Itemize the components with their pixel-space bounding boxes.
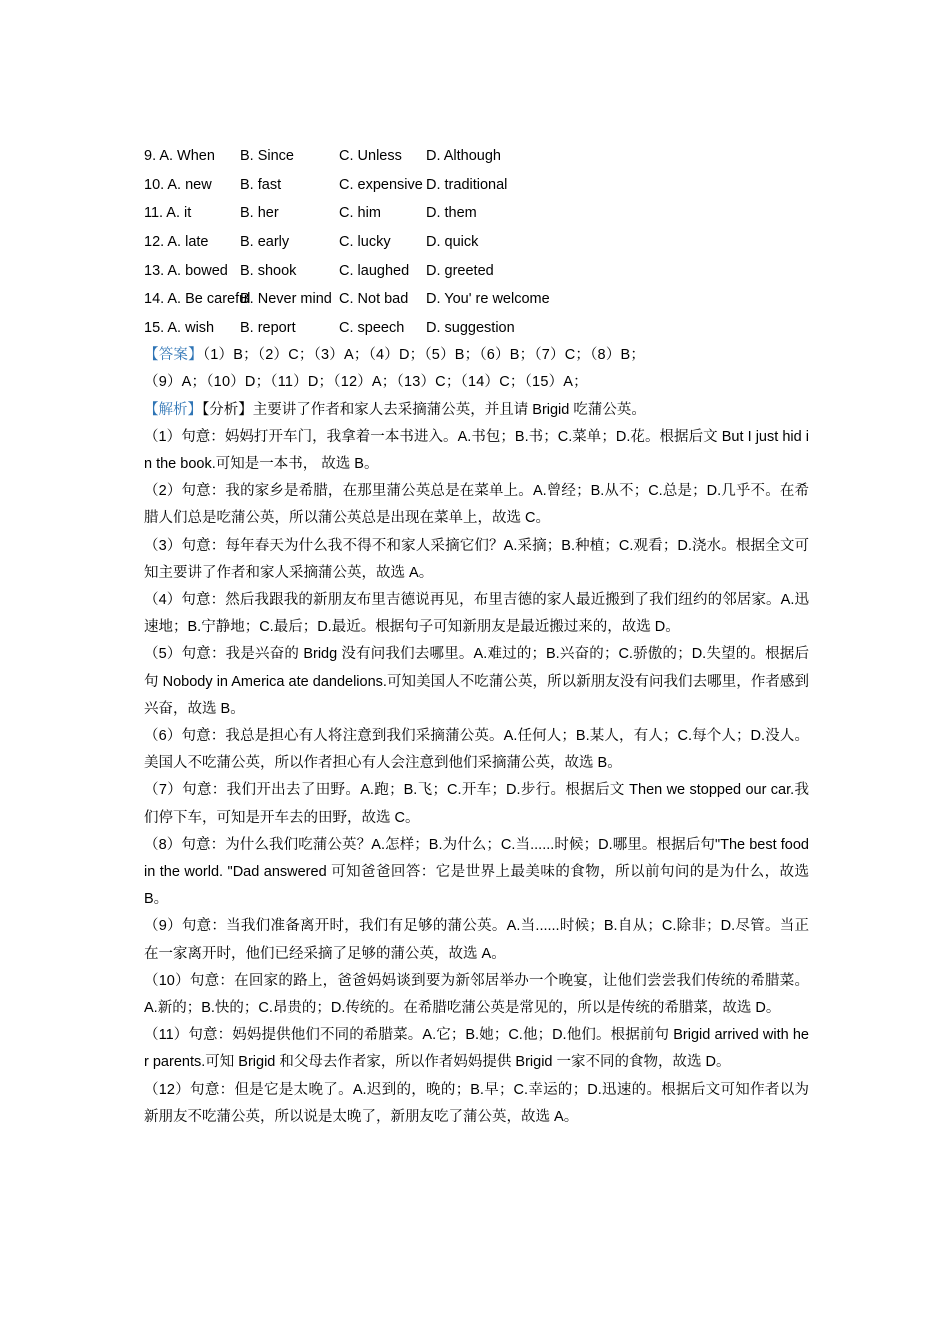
option-row bbox=[144, 256, 809, 285]
analysis-item: （7）句意：我们开出去了田野。A.跑；B.飞；C.开车；D.步行。根据后文 Then we stopped our car.我们停下车，可知是开车去的田野，故选 C。 bbox=[144, 782, 809, 826]
option-c: C. Not bad bbox=[339, 291, 409, 308]
analysis-intro bbox=[144, 397, 809, 424]
option-row bbox=[144, 199, 809, 228]
analysis-item: （9）句意：当我们准备离开时，我们有足够的蒲公英。A.当......时候；B.自从；C.除非；D.尽管。当正在一家离开时，他们已经采摘了足够的蒲公英，故选 A。 bbox=[144, 918, 809, 962]
option-row bbox=[144, 171, 809, 200]
option-c: C. expensive bbox=[339, 176, 423, 193]
option-a: 15. A. wish bbox=[144, 319, 215, 336]
analysis-intro-text: 【分析】主要讲了作者和家人去采摘蒲公英，并且请 Brigid 吃蒲公英。 bbox=[202, 401, 646, 418]
option-row bbox=[144, 228, 809, 257]
analysis-item: （4）句意：然后我跟我的新朋友布里吉德说再见，布里吉德的家人最近搬到了我们纽约的邻居家。A.迅速地；B.宁静地；C.最后；D.最近。根据句子可知新朋友是最近搬过来的，故选 D。 bbox=[144, 591, 809, 636]
analysis-items bbox=[144, 424, 809, 1131]
option-b: B. early bbox=[240, 234, 290, 251]
analysis-item: （10）句意：在回家的路上，爸爸妈妈谈到要为新邻居举办一个晚宴，让他们尝尝我们传统的希腊菜。A.新的；B.快的；C.昂贵的；D.传统的。在希腊吃蒲公英是常见的，所以是传统的希腊菜，故选 D。 bbox=[144, 972, 809, 1017]
option-row bbox=[144, 285, 809, 314]
answer-line-2: （9）A；（10）D；（11）D；（12）A；（13）C；（14）C；（15）A； bbox=[144, 374, 588, 391]
option-row bbox=[144, 314, 809, 343]
analysis-item: （2）句意：我的家乡是希腊，在那里蒲公英总是在菜单上。A.曾经；B.从不；C.总是；D.几乎不。在希腊人们总是吃蒲公英，所以蒲公英总是出现在菜单上，故选 C。 bbox=[144, 483, 809, 527]
document-page bbox=[144, 142, 809, 1131]
option-b: B. fast bbox=[240, 176, 282, 193]
answer-label: 【答案】 bbox=[144, 347, 203, 364]
analysis-item: （12）句意：但是它是太晚了。A.迟到的，晚的；B.早；C.幸运的；D.迅速的。根据后文可知作者以为新朋友不吃蒲公英，所以说是太晚了，新朋友吃了蒲公英，故选 A。 bbox=[144, 1081, 809, 1125]
option-b: B. report bbox=[240, 319, 296, 336]
answer-text-1: （1）B；（2）C；（3）A；（4）D；（5）B；（6）B；（7）C；（8）B； bbox=[202, 347, 646, 364]
option-d: D. suggestion bbox=[426, 319, 515, 336]
option-a: 10. A. new bbox=[144, 176, 212, 193]
analysis-item: （8）句意：为什么我们吃蒲公英？A.怎样；B.为什么；C.当......时候；D.哪里。根据后句"The best food in the world. "Dad answered 可知爸爸回答：它是世界上最美味的食物，所以前句问的是为什么，故选 B。 bbox=[144, 836, 809, 908]
analysis-item: （6）句意：我总是担心有人将注意到我们采摘蒲公英。A.任何人；B.某人，有人；C.每个人；D.没人。美国人不吃蒲公英，所以作者担心有人会注意到他们采摘蒲公英，故选 B。 bbox=[144, 728, 809, 772]
option-a: 13. A. bowed bbox=[144, 262, 228, 279]
option-d: D. Although bbox=[426, 148, 501, 165]
option-d: D. traditional bbox=[426, 176, 508, 193]
analysis-label: 【解析】 bbox=[144, 401, 202, 418]
option-a: 9. A. When bbox=[144, 148, 215, 165]
analysis-item: （1）句意：妈妈打开车门，我拿着一本书进入。A.书包；B.书；C.菜单；D.花。根据后文 But I just hid in the book.可知是一本书， 故选 B。 bbox=[144, 428, 809, 472]
option-row bbox=[144, 142, 809, 171]
option-d: D. quick bbox=[426, 234, 479, 251]
option-d: D. You' re welcome bbox=[426, 291, 550, 308]
option-a: 14. A. Be careful bbox=[144, 291, 251, 308]
option-b: B. Never mind bbox=[240, 291, 332, 308]
option-a: 12. A. late bbox=[144, 234, 209, 251]
option-c: C. speech bbox=[339, 319, 405, 336]
option-c: C. laughed bbox=[339, 262, 410, 279]
answer-line-1 bbox=[144, 342, 809, 369]
analysis-item: （5）句意：我是兴奋的 Bridg 没有问我们去哪里。A.难过的；B.兴奋的；C.骄傲的；D.失望的。根据后句 Nobody in America ate dandelions.可知美国人不吃蒲公英，所以新朋友没有问我们去哪里，作者感到兴奋，故选 B。 bbox=[144, 646, 809, 717]
option-c: C. Unless bbox=[339, 148, 402, 165]
analysis-item: （3）句意：每年春天为什么我不得不和家人采摘它们？A.采摘；B.种植；C.观看；D.浇水。根据全文可知主要讲了作者和家人采摘蒲公英，故选 A。 bbox=[144, 537, 809, 581]
option-c: C. him bbox=[339, 205, 381, 222]
option-b: B. Since bbox=[240, 148, 294, 165]
option-a: 11. A. it bbox=[144, 205, 192, 222]
option-d: D. greeted bbox=[426, 262, 494, 279]
option-b: B. shook bbox=[240, 262, 297, 279]
option-b: B. her bbox=[240, 205, 279, 222]
option-d: D. them bbox=[426, 205, 477, 222]
analysis-item: （11）句意：妈妈提供他们不同的希腊菜。A.它；B.她；C.他；D.他们。根据前句 Brigid arrived with her parents.可知 Brigid 和父母去作者家，所以作者妈妈提供 Brigid 一家不同的食物，故选 D。 bbox=[144, 1027, 809, 1071]
option-c: C. lucky bbox=[339, 234, 391, 251]
options-list bbox=[144, 142, 809, 342]
